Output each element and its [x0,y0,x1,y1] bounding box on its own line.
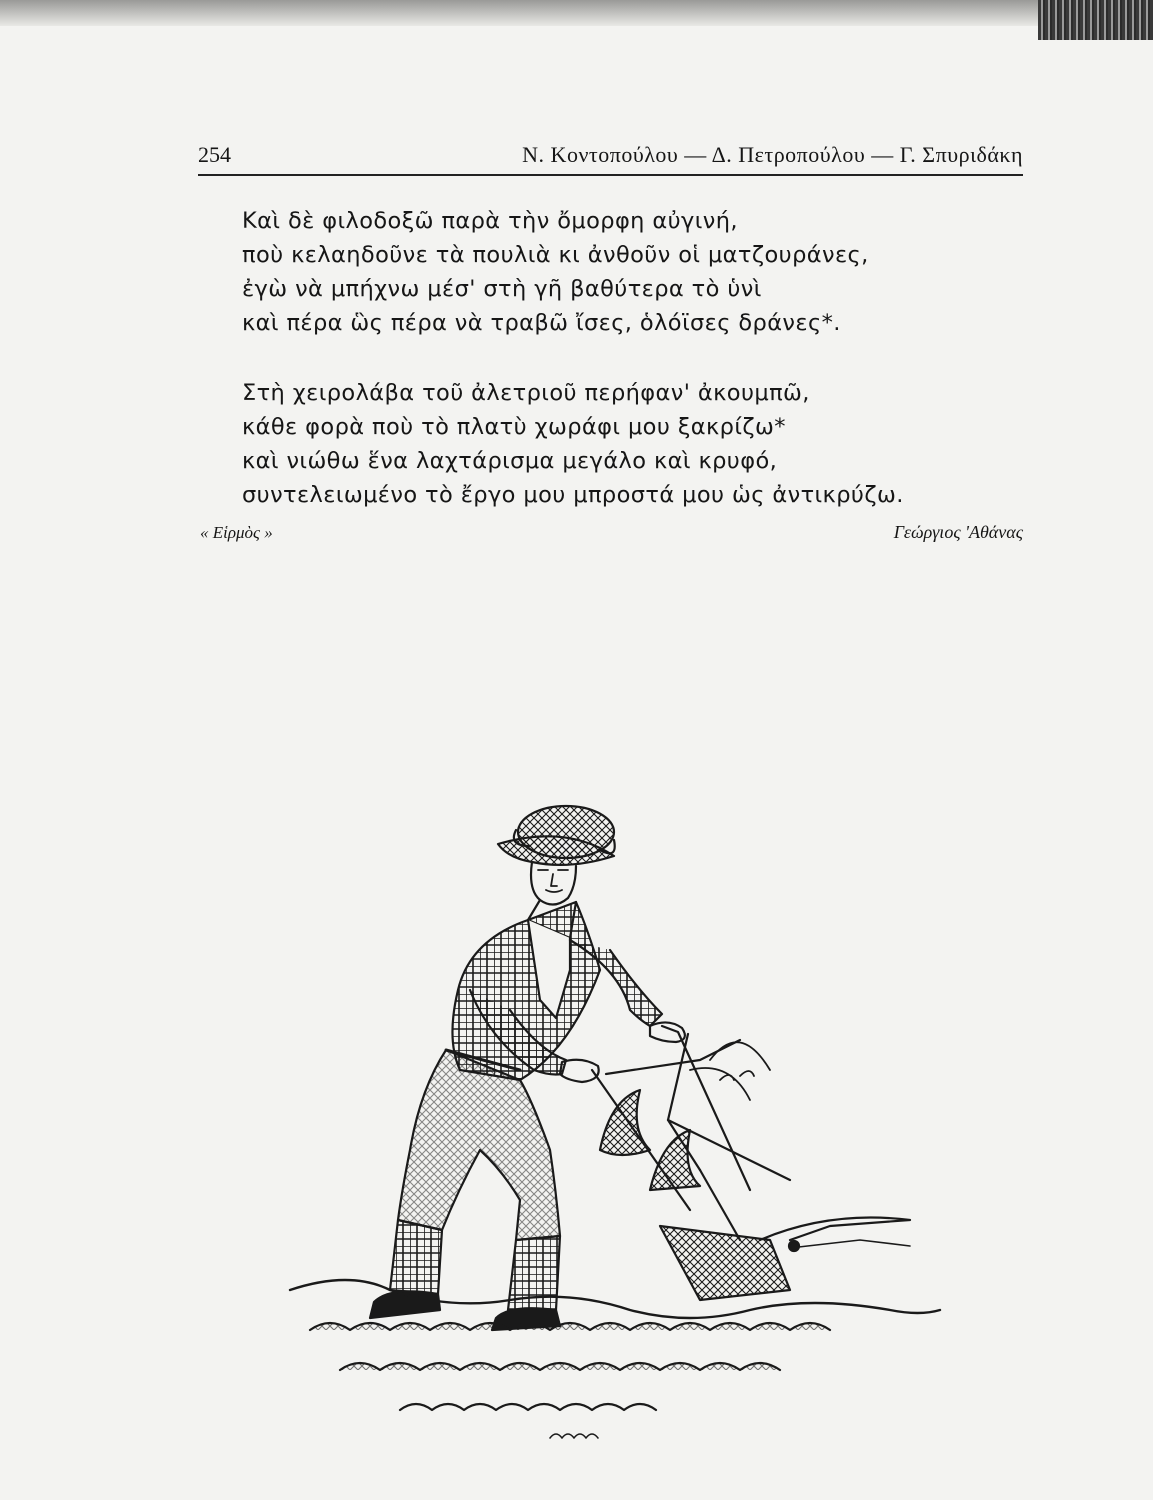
poem-author: Γεώργιος 'Αθάνας [893,522,1023,542]
poem-line: ποὺ κελαηδοῦνε τὰ πουλιὰ κι ἀνθοῦν οἱ ματζουράνες, [242,242,869,268]
poem-line: συντελειωμένο τὸ ἔργο μου μπροστά μου ὡς ἀντικρύζω. [242,482,904,508]
page-number: 254 [198,142,231,167]
poem-source: « Εἱρμὸς » [200,523,273,542]
page-header [198,140,1023,176]
farmer-plowing-illustration [270,770,950,1460]
poem-line: Καὶ δὲ φιλοδοξῶ παρὰ τὴν ὄμορφη αὐγινή, [242,208,738,234]
poem-line: ἐγὼ νὰ μπήχνω μέσ' στὴ γῆ βαθύτερα τὸ ὑνὶ [242,276,762,302]
poem-stanza-2 [242,376,904,512]
poem-line: κάθε φορὰ ποὺ τὸ πλατὺ χωράφι μου ξακρίζω* [242,414,786,440]
scan-top-edge [0,0,1153,26]
farmer-plowing-icon [270,770,950,1460]
poem-stanza-1 [242,204,869,340]
book-spine-edge [1038,0,1153,40]
poem-line: Στὴ χειρολάβα τοῦ ἀλετριοῦ περήφαν' ἀκουμπῶ, [242,380,810,406]
poem-line: καὶ πέρα ὣς πέρα νὰ τραβῶ ἴσες, ὁλόϊσες δράνες*. [242,310,841,336]
running-head: Ν. Κοντοπούλου — Δ. Πετροπούλου — Γ. Σπυριδάκη [522,142,1023,167]
poem-line: καὶ νιώθω ἕνα λαχτάρισμα μεγάλο καὶ κρυφό, [242,448,778,474]
